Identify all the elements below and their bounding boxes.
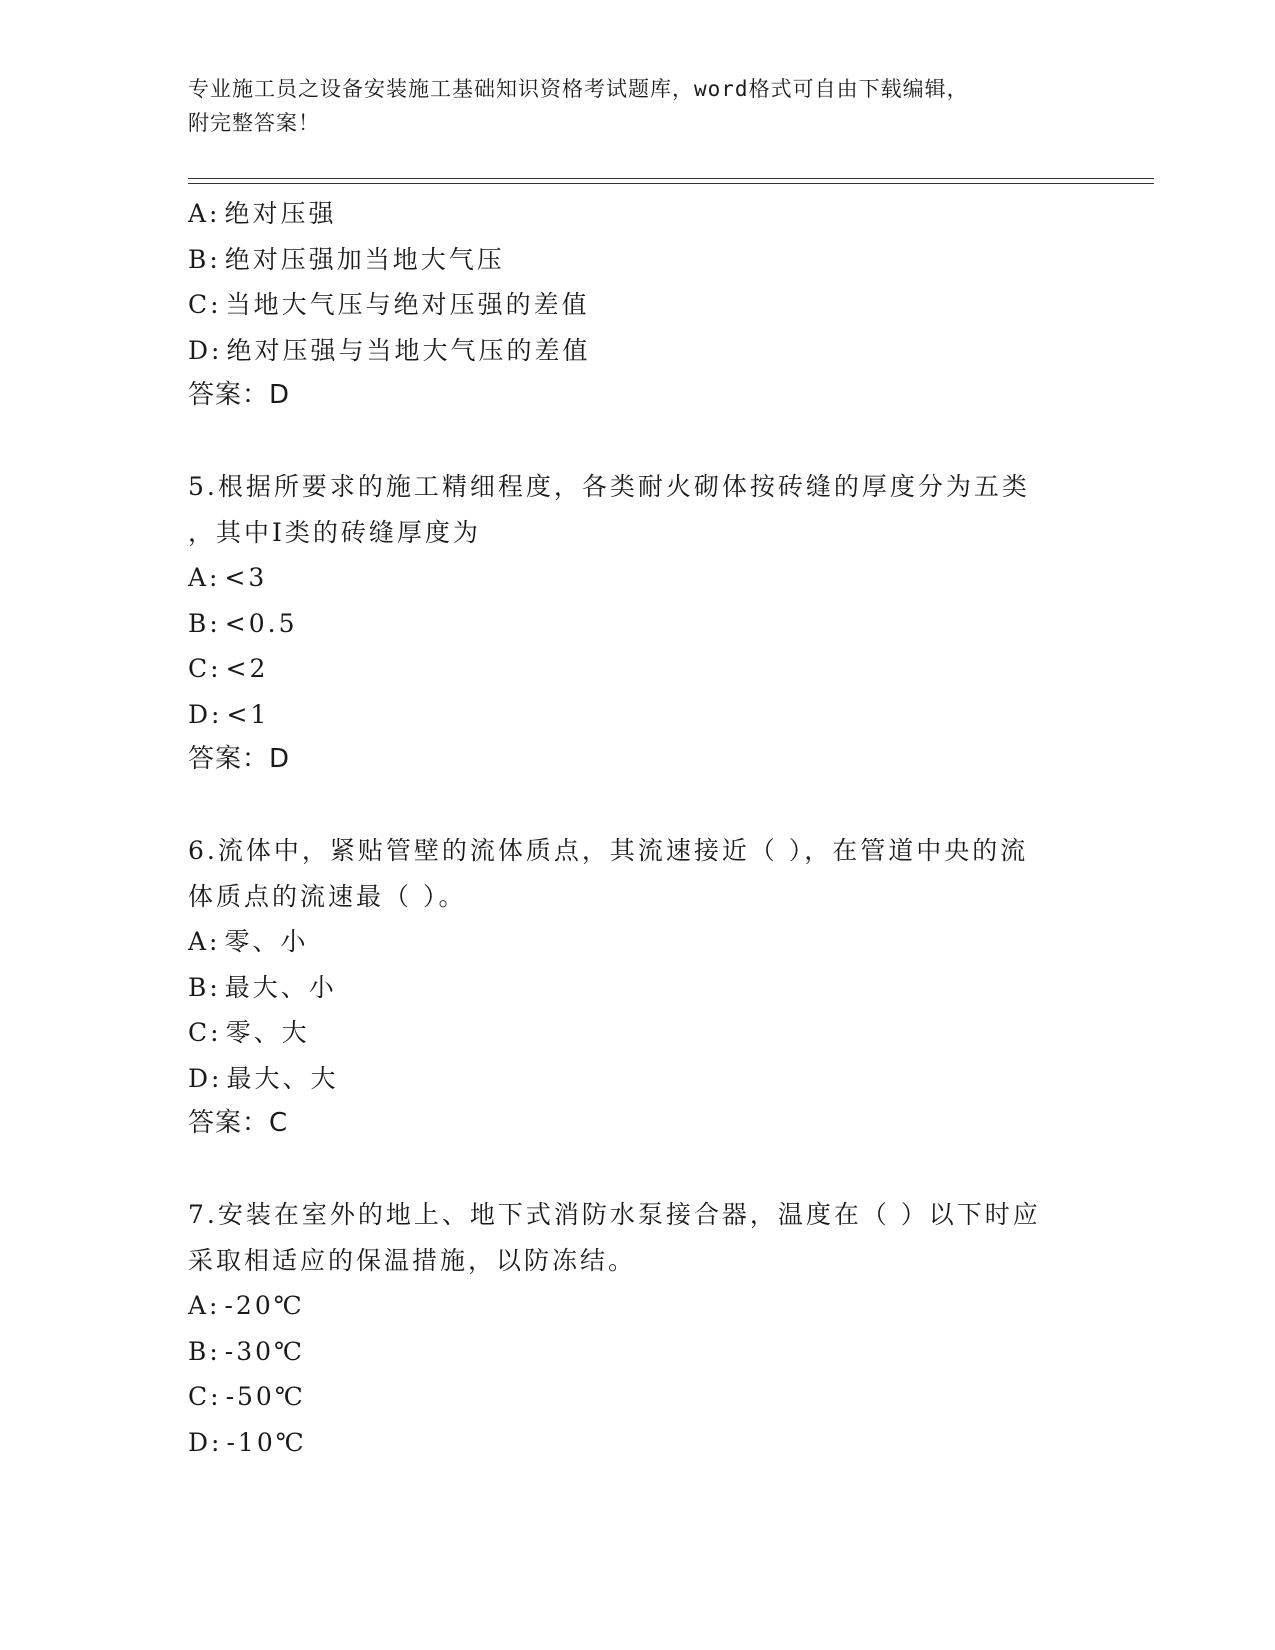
header-line-1: 专业施工员之设备安装施工基础知识资格考试题库，word格式可自由下载编辑，: [188, 77, 969, 101]
option-c: C: -50℃: [188, 1382, 306, 1411]
option-d: D: -10℃: [188, 1427, 307, 1457]
question-text-continued: ，其中I类的砖缝厚度为: [188, 517, 481, 547]
question-4: [188, 191, 1088, 419]
question-text: 7.安装在室外的地上、地下式消防水泵接合器，温度在（ ）以下时应: [188, 1200, 1041, 1229]
option-b: B: -30℃: [188, 1336, 306, 1366]
answer-text: 答案：C: [188, 1108, 289, 1138]
header-line-2: 附完整答案！: [188, 111, 320, 135]
question-text: 5.根据所要求的施工精细程度，各类耐火砌体按砖缝的厚度分为五类: [188, 472, 1030, 501]
option-b: B: <0.5: [188, 608, 298, 638]
option-a: A: 零、小: [188, 927, 309, 956]
option-a: A: 绝对压强: [188, 199, 337, 228]
option-b: B: 绝对压强加当地大气压: [188, 244, 505, 274]
option-d: D: <1: [188, 699, 270, 729]
header-divider-bottom: [188, 183, 1154, 184]
question-5: [188, 464, 1088, 783]
option-a: A: -20℃: [188, 1291, 305, 1320]
question-6: [188, 828, 1088, 1147]
answer-text: 答案：D: [188, 744, 291, 774]
question-text-continued: 体质点的流速最（ ）。: [188, 881, 467, 911]
question-7: [188, 1192, 1088, 1465]
document-header: [188, 72, 1068, 140]
option-d: D: 绝对压强与当地大气压的差值: [188, 335, 591, 365]
question-text: 6.流体中，紧贴管壁的流体质点，其流速接近（ ），在管道中央的流: [188, 836, 1029, 865]
header-divider-top: [188, 178, 1154, 179]
option-c: C: 零、大: [188, 1018, 310, 1047]
option-b: B: 最大、小: [188, 972, 337, 1002]
option-c: C: <2: [188, 654, 269, 683]
option-a: A: <3: [188, 563, 268, 592]
question-list: [188, 191, 1088, 1465]
option-c: C: 当地大气压与绝对压强的差值: [188, 290, 590, 319]
option-d: D: 最大、大: [188, 1063, 339, 1093]
question-text-continued: 采取相适应的保温措施，以防冻结。: [188, 1245, 637, 1275]
answer-text: 答案：D: [188, 380, 291, 410]
